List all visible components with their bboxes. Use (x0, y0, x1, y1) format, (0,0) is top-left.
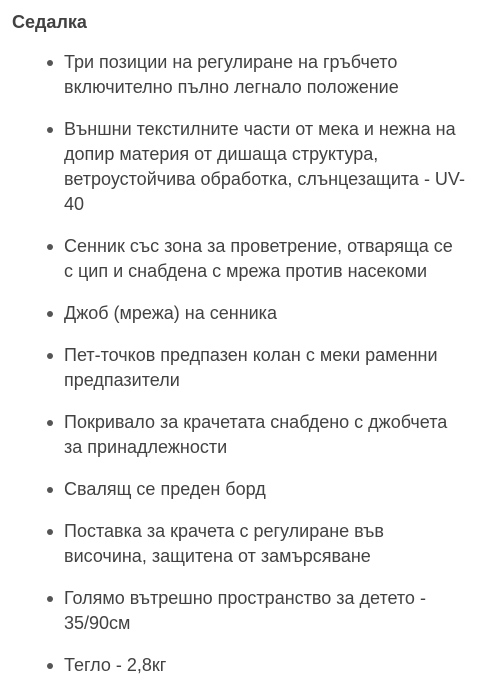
bullet-icon (47, 127, 53, 133)
bullet-icon (47, 311, 53, 317)
list-item (0, 117, 482, 217)
list-item (0, 301, 482, 326)
list-item (0, 477, 482, 502)
bullet-icon (47, 663, 53, 669)
list-item-text: Поставка за крачета с регулиране във височина, защитена от замърсяване (64, 521, 384, 566)
list-item-text: Външни текстилните части от мека и нежна на допир материя от дишаща структура, ветроустойчива обработка, слънцезащита - UV-40 (64, 119, 465, 214)
list-item (0, 410, 482, 460)
bullet-icon (47, 353, 53, 359)
list-item (0, 586, 482, 636)
list-item-text: Свалящ се преден борд (64, 479, 266, 499)
section-title: Седалка (12, 12, 87, 32)
list-item-text: Голямо вътрешно пространство за детето - 35/90см (64, 588, 426, 633)
bullet-icon (47, 529, 53, 535)
list-item (0, 343, 482, 393)
bullet-icon (47, 487, 53, 493)
list-item-text: Пет-точков предпазен колан с меки раменни предпазители (64, 345, 438, 390)
bullet-icon (47, 60, 53, 66)
list-item (0, 519, 482, 569)
bullet-icon (47, 420, 53, 426)
bullet-icon (47, 596, 53, 602)
list-item-text: Тегло - 2,8кг (64, 655, 167, 675)
list-item (0, 50, 482, 100)
list-item-text: Джоб (мрежа) на сенника (64, 303, 277, 323)
list-item (0, 234, 482, 284)
list-item-text: Три позиции на регулиране на гръбчето включително пълно легнало положение (64, 52, 399, 97)
list-item (0, 653, 482, 678)
bullet-icon (47, 244, 53, 250)
list-item-text: Сенник със зона за проветрение, отваряща се с цип и снабдена с мрежа против насекоми (64, 236, 453, 281)
feature-list (0, 50, 482, 695)
list-item-text: Покривало за крачетата снабдено с джобчета за принадлежности (64, 412, 448, 457)
